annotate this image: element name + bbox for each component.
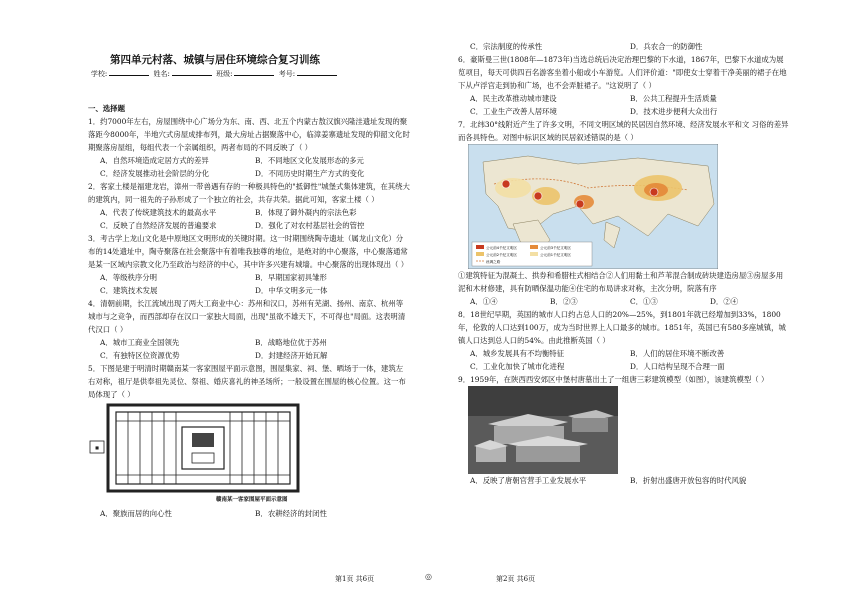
q5-option-d[interactable]: D．兵农合一的防御性 bbox=[630, 42, 703, 51]
legend-silk-road: 丝绸之路 bbox=[486, 260, 501, 264]
binding-mark: ◎ bbox=[425, 572, 432, 581]
q6-option-c[interactable]: C．工业生产改善人居环境 bbox=[470, 107, 557, 116]
q2-options bbox=[88, 206, 410, 232]
q2-option-a[interactable]: A．代表了传统建筑技术的最高水平 bbox=[100, 208, 217, 217]
legend-civ-2: 公元前2千纪文明区 bbox=[486, 253, 518, 257]
q8-options bbox=[458, 347, 790, 373]
q6-option-d[interactable]: D．技术进步便利大众出行 bbox=[630, 107, 718, 116]
q7-option-a[interactable]: A．①④ bbox=[470, 297, 498, 306]
question-4: 4．清朝前期，长江流域出现了两大工商业中心：苏州和汉口，苏州有芜湖、扬州、南京、杭州等城市与之竞争，而西部却存在汉口一家独大局面，出现"虽欲不雄天下，不可得也"局面。这表明清代汉口（ ） bbox=[88, 299, 406, 334]
page-right bbox=[430, 0, 860, 608]
q8-option-a[interactable]: A．城乡发展具有不均衡特征 bbox=[470, 349, 565, 358]
q2-option-d[interactable]: D．强化了对农村基层社会的管控 bbox=[255, 221, 365, 230]
q8-option-b[interactable]: B．人们的居住环境不断改善 bbox=[630, 349, 725, 358]
student-info bbox=[0, 68, 430, 79]
q4-option-a[interactable]: A．城市工商业全国领先 bbox=[100, 338, 180, 347]
page-number-left: 第1页 共6页 bbox=[335, 575, 375, 583]
question-7: 7．北纬30°线附近产生了许多文明，不同文明区域的民居因自然环境、经济发展水平和文 习俗的差异而各具特色。对图中标识区域的民居叙述错误的是（ ） bbox=[458, 120, 789, 142]
q5-options bbox=[88, 507, 410, 520]
svg-text:■: ■ bbox=[95, 445, 99, 450]
q9-options bbox=[458, 474, 790, 487]
q3-option-a[interactable]: A．等级秩序分明 bbox=[100, 273, 158, 282]
exam-no-blank[interactable] bbox=[297, 68, 337, 76]
q7-option-c[interactable]: C．①③ bbox=[630, 297, 658, 306]
q4-options bbox=[88, 336, 410, 362]
figure-caption: 赣南某一客家围屋平面示意图 bbox=[216, 497, 288, 503]
legend-civ-1: 公元前1千纪文明区 bbox=[540, 253, 572, 257]
q4-option-d[interactable]: D．封建经济开始瓦解 bbox=[255, 351, 328, 360]
legend-civ-3: 公元前3千纪文明区 bbox=[540, 246, 572, 250]
q7-option-d[interactable]: D．②④ bbox=[710, 297, 739, 306]
page-title: 第四单元村落、城镇与居住环境综合复习训练 bbox=[110, 54, 320, 66]
q3-option-d[interactable]: D．中华文明多元一体 bbox=[255, 286, 328, 295]
q4-option-b[interactable]: B．战略地位优于苏州 bbox=[255, 338, 327, 347]
page-number-right: 第2页 共6页 bbox=[496, 575, 536, 583]
q8-option-c[interactable]: C．工业化加快了城市化进程 bbox=[470, 362, 565, 371]
map-marker-1 bbox=[502, 180, 510, 188]
q1-option-c[interactable]: C．经济发展推动社会阶层的分化 bbox=[100, 169, 210, 178]
q1-options bbox=[88, 154, 410, 180]
q6-option-b[interactable]: B．公共工程提升生活质量 bbox=[630, 94, 717, 103]
q1-option-b[interactable]: B．不同地区文化发展形态的多元 bbox=[255, 156, 364, 165]
q9-option-b[interactable]: B．折射出盛唐开放包容的时代风貌 bbox=[630, 476, 747, 485]
left-column bbox=[88, 96, 410, 520]
hakka-floorplan-figure bbox=[88, 401, 314, 507]
q7-statements: ①建筑特征为混凝土、拱券和希腊柱式相结合②人们用黏土和芦苇混合制成砖块建造房屋③房屋多用泥和木材修建，具有防晒保温功能④住宅的布局讲求对称，主次分明，院落有序 bbox=[458, 271, 784, 293]
name-blank[interactable] bbox=[172, 68, 212, 76]
q7-options bbox=[458, 295, 790, 308]
q6-options bbox=[458, 92, 790, 118]
q7-option-b[interactable]: B．②③ bbox=[550, 297, 578, 306]
q1-option-a[interactable]: A．自然环境造成定居方式的差异 bbox=[100, 156, 209, 165]
question-2: 2．客家土楼是福建龙岩，漳州一带兽遇有存的一种极具特色的"抵御性"城堡式集体建筑，在其绕大的建筑内，同一祖先的子孙形成了一个独立的社会，共存共荣。据此可知，客家土楼（ ） bbox=[88, 182, 410, 204]
q6-option-a[interactable]: A．民主改革推动城市建设 bbox=[470, 94, 557, 103]
tang-sancai-model-photo bbox=[468, 386, 618, 474]
question-1: 1．约7000年左右，房屋围绕中心广场分为东、南、西、北五个内蒙古敖汉旗兴隆洼遗址发现的聚落距今8000年，半地穴式房屋成排布列，最大房址占据聚落中心，临漳姜寨遗址发现的仰韶文化时期聚落房屋组，每组代表一个亲属组织，两者布局的不同反映了（ ） bbox=[88, 117, 410, 152]
q2-option-c[interactable]: C．反映了自然经济发展的普遍要求 bbox=[100, 221, 217, 230]
question-6: 6．豪斯曼三世(1808年—1873年)当选总统后决定治理巴黎的下水道，1867年，巴黎下水道成为展览项目，每天可供四百名游客坐着小船或小车游览。人们评价道："即使女士穿着干净美丽的裙子在地下从卢浮宫走到协和广场，也不会弄脏裙子。"这说明了（ ） bbox=[458, 55, 787, 90]
question-3: 3．考古学上龙山文化是中原地区文明形成的关键时期。这一时期围绕陶寺遗址（属龙山文化）分布的14处遗址中，陶寺聚落在社会聚落中有着唯我独尊的地位，是绝对的中心聚落，中心聚落通常是某一区域内宗教文化乃至政治与经济的中心，其中许多兴建有城墙。中心聚落的出现体现出（ ） bbox=[88, 234, 409, 269]
q5-option-c[interactable]: C．宗法制度的传承性 bbox=[470, 42, 543, 51]
school-label: 学校: bbox=[90, 70, 108, 78]
question-5: 5．下图是建于明清时期赣南某一客家围屋平面示意图，围屋集家、祠、堡、晒场于一体，建筑左右对称，祖厅是供奉祖先灵位、祭祖、婚庆喜礼的神圣场所；一般设置在围屋的核心位置。这一布局体现了（ ） bbox=[88, 364, 406, 399]
q3-option-b[interactable]: B．早期国家初具雏形 bbox=[255, 273, 327, 282]
map-marker-3 bbox=[576, 200, 584, 208]
q5-options-continued bbox=[458, 40, 790, 53]
legend-civ-4: 公元前4千纪文明区 bbox=[486, 246, 518, 250]
class-label: 班级: bbox=[216, 70, 233, 78]
class-blank[interactable] bbox=[234, 68, 274, 76]
section-heading: 一、选择题 bbox=[88, 104, 125, 113]
name-label: 姓名: bbox=[153, 70, 170, 78]
map-marker-2 bbox=[534, 192, 542, 200]
q2-option-b[interactable]: B．体现了御外凝内的宗法色彩 bbox=[255, 208, 357, 217]
civilization-map-figure bbox=[468, 144, 718, 269]
q4-option-c[interactable]: C．有独特区位资源优势 bbox=[100, 351, 180, 360]
q3-options bbox=[88, 271, 410, 297]
question-9: 9．1959年，在陕西西安郊区中堡村唐墓出土了一组唐三彩建筑模型（如图），该建筑模型（ ） bbox=[458, 375, 769, 384]
q5-option-b[interactable]: B．农耕经济的封闭性 bbox=[255, 509, 327, 518]
map-marker-4 bbox=[650, 188, 658, 196]
q1-option-d[interactable]: D．不同历史时期生产方式的变化 bbox=[255, 169, 365, 178]
q3-option-c[interactable]: C．建筑技术发展 bbox=[100, 286, 158, 295]
school-blank[interactable] bbox=[109, 68, 149, 76]
q5-option-a[interactable]: A．聚族而居的向心性 bbox=[100, 509, 172, 518]
question-8: 8．18世纪早期，英国的城市人口约占总人口的20%—25%，到1801年就已经增加到33%，1800年，伦敦的人口达到100万，成为当时世界上人口最多的城市。1851年，英国已有580多座城镇，城镇人口达到总人口的54%。由此推断英国（ ） bbox=[458, 310, 786, 345]
q9-option-a[interactable]: A．反映了唐朝官营手工业发展水平 bbox=[470, 476, 587, 485]
q8-option-d[interactable]: D．人口结构呈现不合理一面 bbox=[630, 362, 725, 371]
exam-no-label: 考号: bbox=[278, 70, 296, 78]
right-column bbox=[458, 40, 790, 487]
